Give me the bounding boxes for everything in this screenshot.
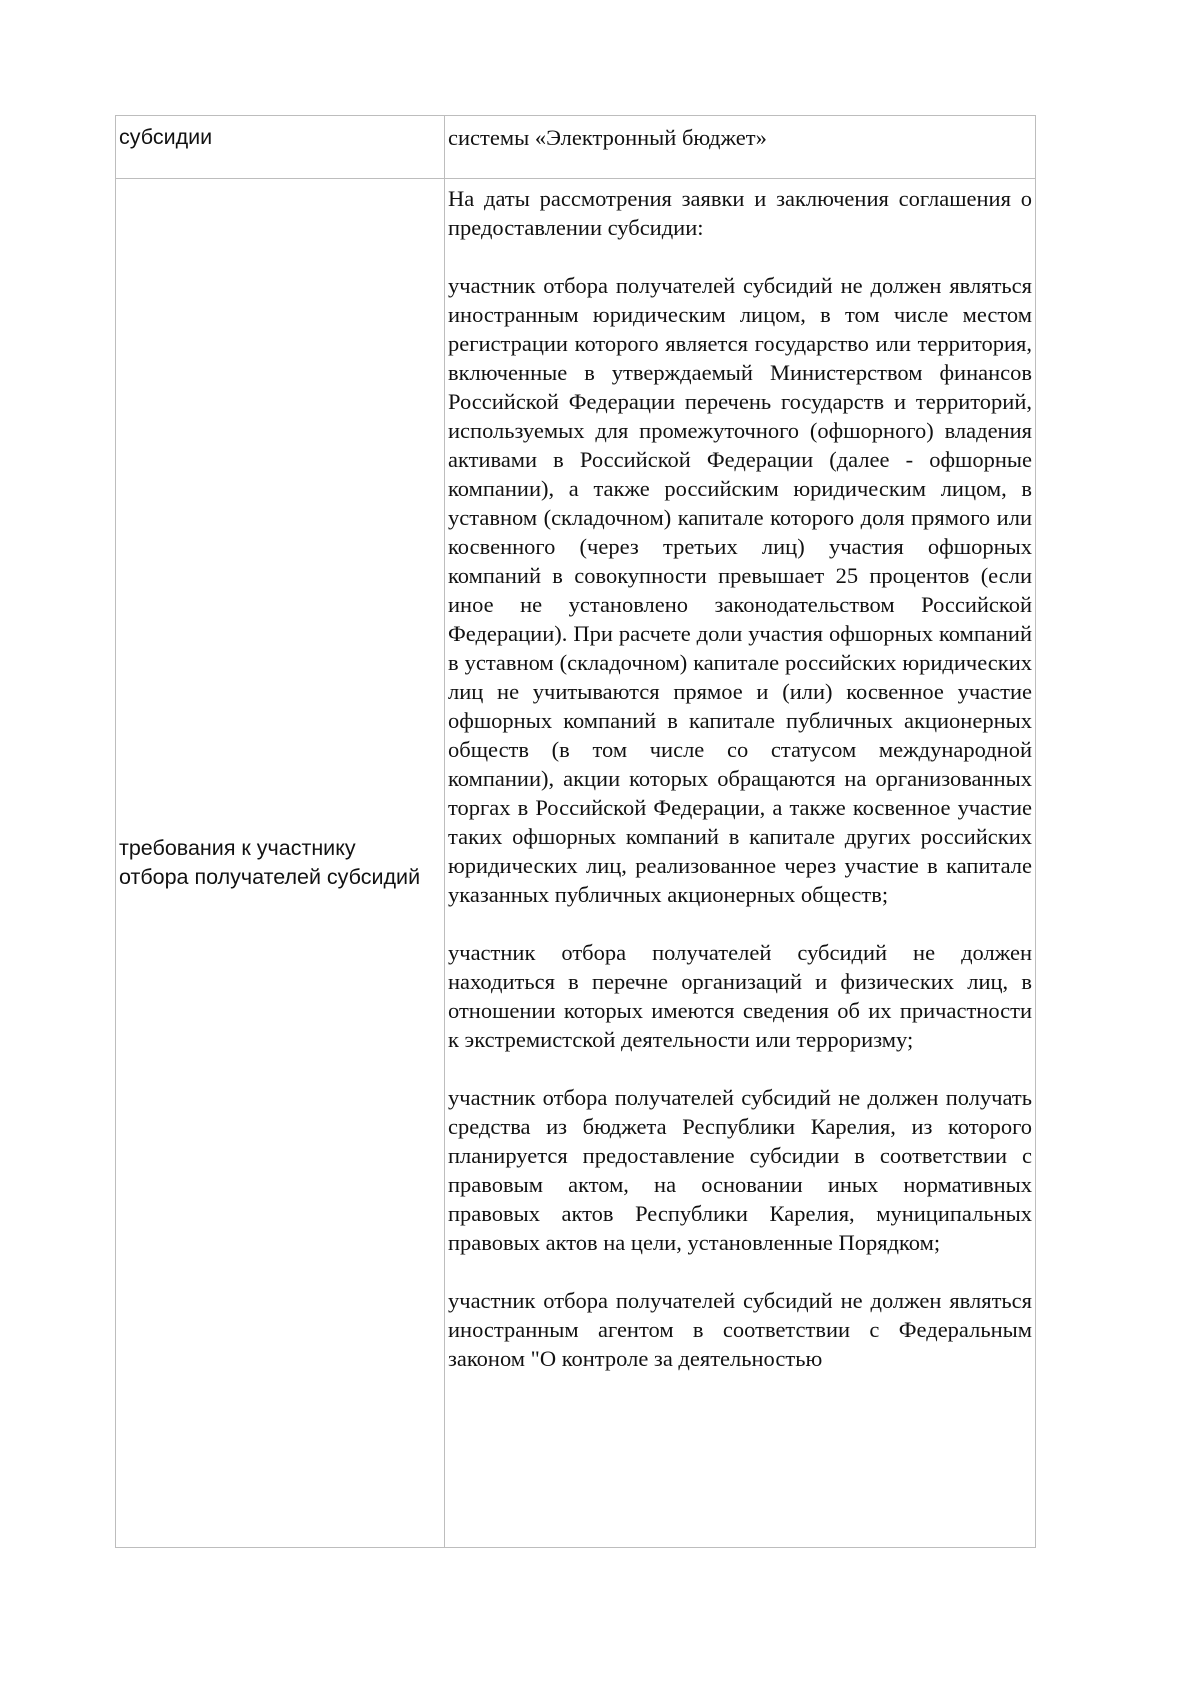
table-cell-right xyxy=(445,116,1036,179)
table-row xyxy=(116,179,1036,1548)
table-cell-left xyxy=(116,179,445,1548)
table-row xyxy=(116,116,1036,179)
requirements-label-line1: требования к участнику xyxy=(119,836,356,860)
paragraph-extremism: участник отбора получателей субсидий не должен находиться в перечне организаций и физических лиц, в отношении которых имеются сведения об их причастности к экстремистской деятельности или терроризму; xyxy=(448,940,1032,1052)
requirements-label xyxy=(119,834,441,892)
table-cell-left xyxy=(116,116,445,179)
requirements-text xyxy=(448,184,1032,1547)
paragraph-intro: На даты рассмотрения заявки и заключения соглашения о предоставлении субсидии: xyxy=(448,186,1032,240)
paragraph-offshore: участник отбора получателей субсидий не должен являться иностранным юридическим лицом, в том числе местом регистрации которого является государство или территория, включенные в утверждаемый Министерством финансов Российской Федерации перечень государств и территорий, используемых для промежуточного (офшорного) владения активами в Российской Федерации (далее - офшорные компании), а также российским юридическим лицом, в уставном (складочном) капитале которого доля прямого или косвенного (через третьих лиц) участия офшорных компаний в совокупности превышает 25 процентов (если иное не установлено законодательством Российской Федерации). При расчете доли участия офшорных компаний в уставном (складочном) капитале российских юридических лиц не учитываются прямое и (или) косвенное участие офшорных компаний в капитале публичных акционерных обществ (в том числе со статусом международной компании), акции которых обращаются на организованных торгах в Российской Федерации, а также косвенное участие таких офшорных компаний в капитале других российских юридических лиц, реализованное через участие в капитале указанных публичных акционерных обществ; xyxy=(448,273,1032,907)
paragraph-foreign-agent: участник отбора получателей субсидий не должен являться иностранным агентом в соответствии с Федеральным законом "О контроле за деятельностью xyxy=(448,1288,1032,1371)
row-label: субсидии xyxy=(119,125,213,149)
paragraph-budget-funds: участник отбора получателей субсидий не должен получать средства из бюджета Республики Карелия, из которого планируется предоставление субсидии в соответствии с правовым актом, на основании иных нормативных правовых актов Республики Карелия, муниципальных правовых актов на цели, установленные Порядком; xyxy=(448,1085,1032,1255)
row-value: системы «Электронный бюджет» xyxy=(448,125,767,150)
requirements-label-line2: отбора получателей субсидий xyxy=(119,865,421,889)
table-cell-right xyxy=(445,179,1036,1548)
requirements-table xyxy=(115,115,1036,1548)
